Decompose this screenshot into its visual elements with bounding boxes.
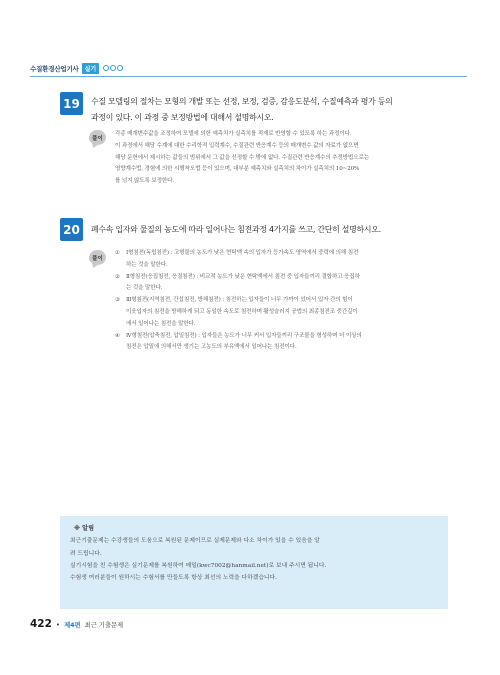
item-line: 침전은 압밀에 의해서만 생기는 고농도의 부유액에서 일어나는 침전이다.: [126, 344, 297, 351]
header-divider: [30, 76, 467, 77]
question-20-line-1: 폐수속 입자와 물질의 농도에 따라 일어나는 침전과정 4가지를 쓰고, 간단히 설명하시오.: [91, 225, 381, 234]
item-line: 하는 것을 말한다.: [126, 261, 168, 268]
item-number: ①: [115, 250, 120, 256]
footer-separator: •: [55, 621, 61, 629]
notice-box: [60, 516, 448, 609]
header-dots-decoration: [103, 65, 123, 71]
part-label: 제4편: [64, 622, 81, 629]
notice-line: 최근기출문제는 수강생들의 도움으로 복원된 문제이므로 실제문제와 다소 차이가 있을 수 있음을 알: [70, 538, 320, 545]
answer-bubble-icon: 풀이: [89, 130, 106, 145]
notice-title: ※ 알림: [74, 525, 95, 532]
section-tag: 실기: [82, 63, 100, 74]
section-label: 최근 기출문제: [84, 622, 124, 629]
question-19-text: [91, 94, 453, 126]
item-line: Ⅰ형침전(독립침전) : 고형물의 농도가 낮은 현탁액 속의 입자가 등가속도 영역에서 중력에 의해 침전: [126, 250, 359, 256]
question-19-line-1: 수질 모델링의 절차는 모형의 개발 또는 선정, 보정, 검증, 감응도분석, 수질예측과 평가 등의: [91, 97, 393, 106]
answer-line: 해당 문헌에서 제시하는 값들의 범위에서 그 값을 선정할 수 밖에 없다. 수질관련 반응계수의 추정방법으로는: [115, 154, 369, 161]
notice-line: 수험생 여러분들이 원하시는 수험서를 만들도록 항상 최선의 노력을 다하겠습니다.: [70, 575, 277, 582]
answer-bubble-icon: 풀이: [89, 250, 106, 265]
notice-line: 려 드립니다.: [70, 550, 102, 557]
question-19-answer: [115, 129, 455, 188]
answer-line: 각종 매개변수값을 조정하여 모델에 의한 예측치가 실측치를 적재로 반영할 수 있도록 하는 과정이다.: [115, 131, 352, 137]
notice-line: 실기시험을 친 수험생은 실기문제를 복원하여 메일(kwc7002@hanmail.net)로 보내 주시면 됩니다.: [70, 562, 327, 569]
answer-line: 영향계수법, 경험에 의한 시행착오법 등이 있으며, 대부분 예측치와 실측치의 차이가 실측치의 10~20%: [115, 166, 360, 173]
answer-line: 를 넘지 않도록 보정한다.: [115, 178, 175, 185]
question-19-number: 19: [60, 92, 83, 115]
running-header: [30, 62, 123, 74]
question-20-number: 20: [60, 218, 83, 241]
item-line: Ⅳ형침전(압축침전, 압밀침전) : 입자들은 농도가 너무 커서 입자들끼리 구조물을 형성하며 더 이상의: [126, 332, 362, 339]
page-number: 422: [30, 618, 52, 630]
list-item: [115, 272, 455, 296]
answer-line: 이 과정에서 해당 수계에 대한 수리학적 입력계수, 수질관련 반응계수 등의 매개변수 값의 자료가 없으면: [115, 142, 359, 149]
question-19-line-2: 과정이 있다. 이 과정 중 보정방법에 대해서 설명하시오.: [91, 113, 274, 122]
item-line: 에서 일어나는 침전을 말한다.: [126, 320, 196, 327]
item-line: 이웃입자의 침전을 방해하게 되고 동일한 속도로 침전하며 활성슬러지 공법의 최종침전조 중간깊이: [126, 308, 358, 315]
book-title: 수질환경산업기사: [30, 64, 79, 73]
item-number: ②: [115, 273, 120, 280]
item-number: ④: [115, 332, 120, 339]
list-item: [115, 248, 455, 272]
item-line: Ⅲ형침전(지역침전, 간섭침전, 방해침전) : 침전하는 입자들이 너무 가까이 있어서 입자 간의 힘이: [126, 297, 353, 304]
item-number: ③: [115, 297, 120, 304]
question-20-text: [91, 222, 453, 238]
page-footer: [30, 618, 123, 630]
item-line: Ⅱ형침전(응집침전, 응결침전) : 비교적 농도가 낮은 현탁액에서 침전 중 입자들끼리 결합하고 응집하: [126, 273, 360, 280]
list-item: [115, 331, 455, 355]
item-line: 는 것을 말한다.: [126, 285, 163, 292]
list-item: [115, 295, 455, 330]
question-20-answer: [115, 248, 455, 354]
